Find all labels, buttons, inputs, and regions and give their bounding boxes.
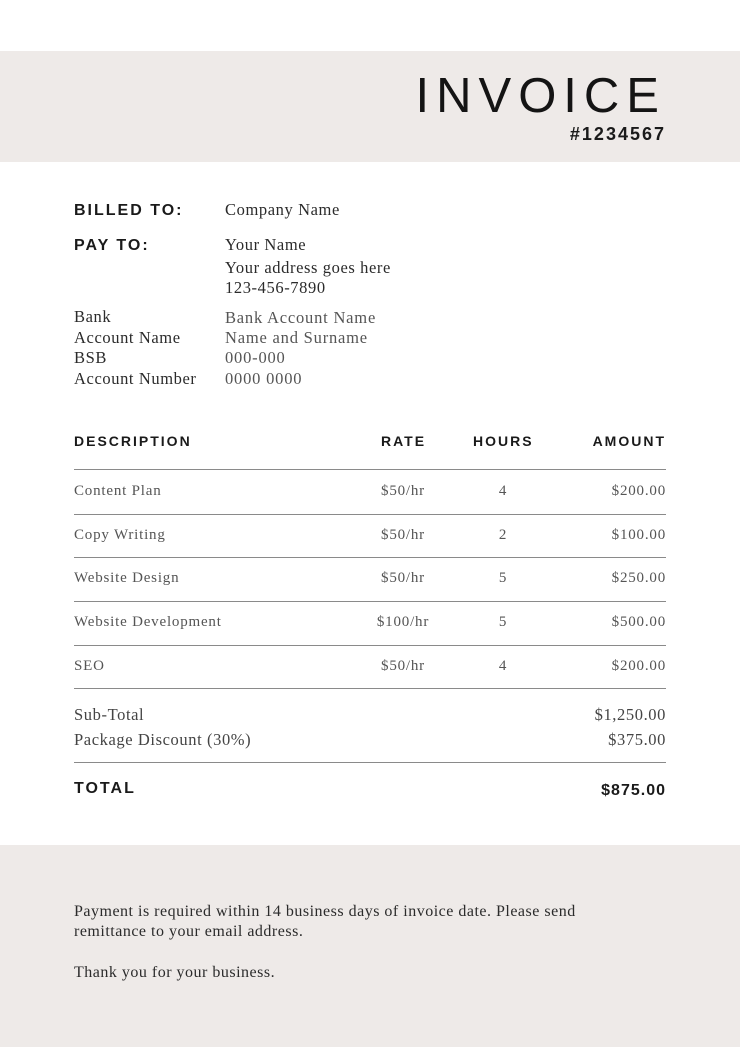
account-name-value: Name and Surname <box>225 328 368 347</box>
row-rate: $50/hr <box>381 658 425 674</box>
row-divider <box>74 688 666 689</box>
table-row <box>74 614 666 634</box>
total-divider <box>74 762 666 763</box>
table-row <box>74 570 666 590</box>
row-divider <box>74 557 666 558</box>
row-amount: $200.00 <box>611 658 666 674</box>
row-divider <box>74 601 666 602</box>
row-amount: $250.00 <box>611 570 666 586</box>
header-rate: RATE <box>381 433 427 449</box>
pay-to-phone: 123-456-7890 <box>225 278 326 297</box>
row-description: Website Design <box>74 570 180 586</box>
row-hours: 5 <box>498 614 508 630</box>
pay-to-address: Your address goes here <box>225 258 391 277</box>
account-name-label: Account Name <box>74 328 181 347</box>
row-description: Website Development <box>74 614 222 630</box>
row-divider <box>74 514 666 515</box>
row-amount: $500.00 <box>611 614 666 630</box>
payment-note-line2: remittance to your email address. <box>74 923 304 940</box>
row-rate: $100/hr <box>376 614 430 630</box>
header-hours: HOURS <box>473 433 534 449</box>
row-hours: 4 <box>498 658 508 674</box>
invoice-title: INVOICE <box>415 69 666 123</box>
header-amount: AMOUNT <box>592 433 666 449</box>
pay-to-label: PAY TO: <box>74 237 150 254</box>
row-description: SEO <box>74 658 105 674</box>
account-number-value: 0000 0000 <box>225 369 303 388</box>
row-hours: 4 <box>498 483 508 499</box>
table-row <box>74 658 666 678</box>
pay-to-name: Your Name <box>225 235 307 254</box>
billed-to-label: BILLED TO: <box>74 202 184 219</box>
table-header-divider <box>74 469 666 470</box>
row-rate: $50/hr <box>381 483 425 499</box>
bank-value: Bank Account Name <box>225 308 377 327</box>
payment-note-line1: Payment is required within 14 business days of invoice date. Please send <box>74 903 576 920</box>
invoice-number: #1234567 <box>569 124 666 144</box>
row-amount: $200.00 <box>611 483 666 499</box>
footer-band <box>0 845 740 1047</box>
table-row <box>74 483 666 503</box>
row-rate: $50/hr <box>381 570 425 586</box>
subtotal-label: Sub-Total <box>74 705 145 724</box>
discount-value: $375.00 <box>608 730 666 749</box>
billed-to-value: Company Name <box>225 200 340 219</box>
row-divider <box>74 645 666 646</box>
account-number-label: Account Number <box>74 369 197 388</box>
table-row <box>74 527 666 547</box>
bsb-value: 000-000 <box>225 348 286 367</box>
total-value: $875.00 <box>601 782 666 799</box>
thank-you-note: Thank you for your business. <box>74 964 276 981</box>
bank-label: Bank <box>74 307 112 326</box>
bsb-label: BSB <box>74 348 107 367</box>
discount-label: Package Discount (30%) <box>74 730 252 749</box>
row-hours: 2 <box>498 527 508 543</box>
row-description: Content Plan <box>74 483 162 499</box>
row-hours: 5 <box>498 570 508 586</box>
row-amount: $100.00 <box>611 527 666 543</box>
total-label: TOTAL <box>74 780 136 797</box>
row-rate: $50/hr <box>381 527 425 543</box>
header-description: DESCRIPTION <box>74 433 192 449</box>
subtotal-value: $1,250.00 <box>594 705 666 724</box>
row-description: Copy Writing <box>74 527 166 543</box>
